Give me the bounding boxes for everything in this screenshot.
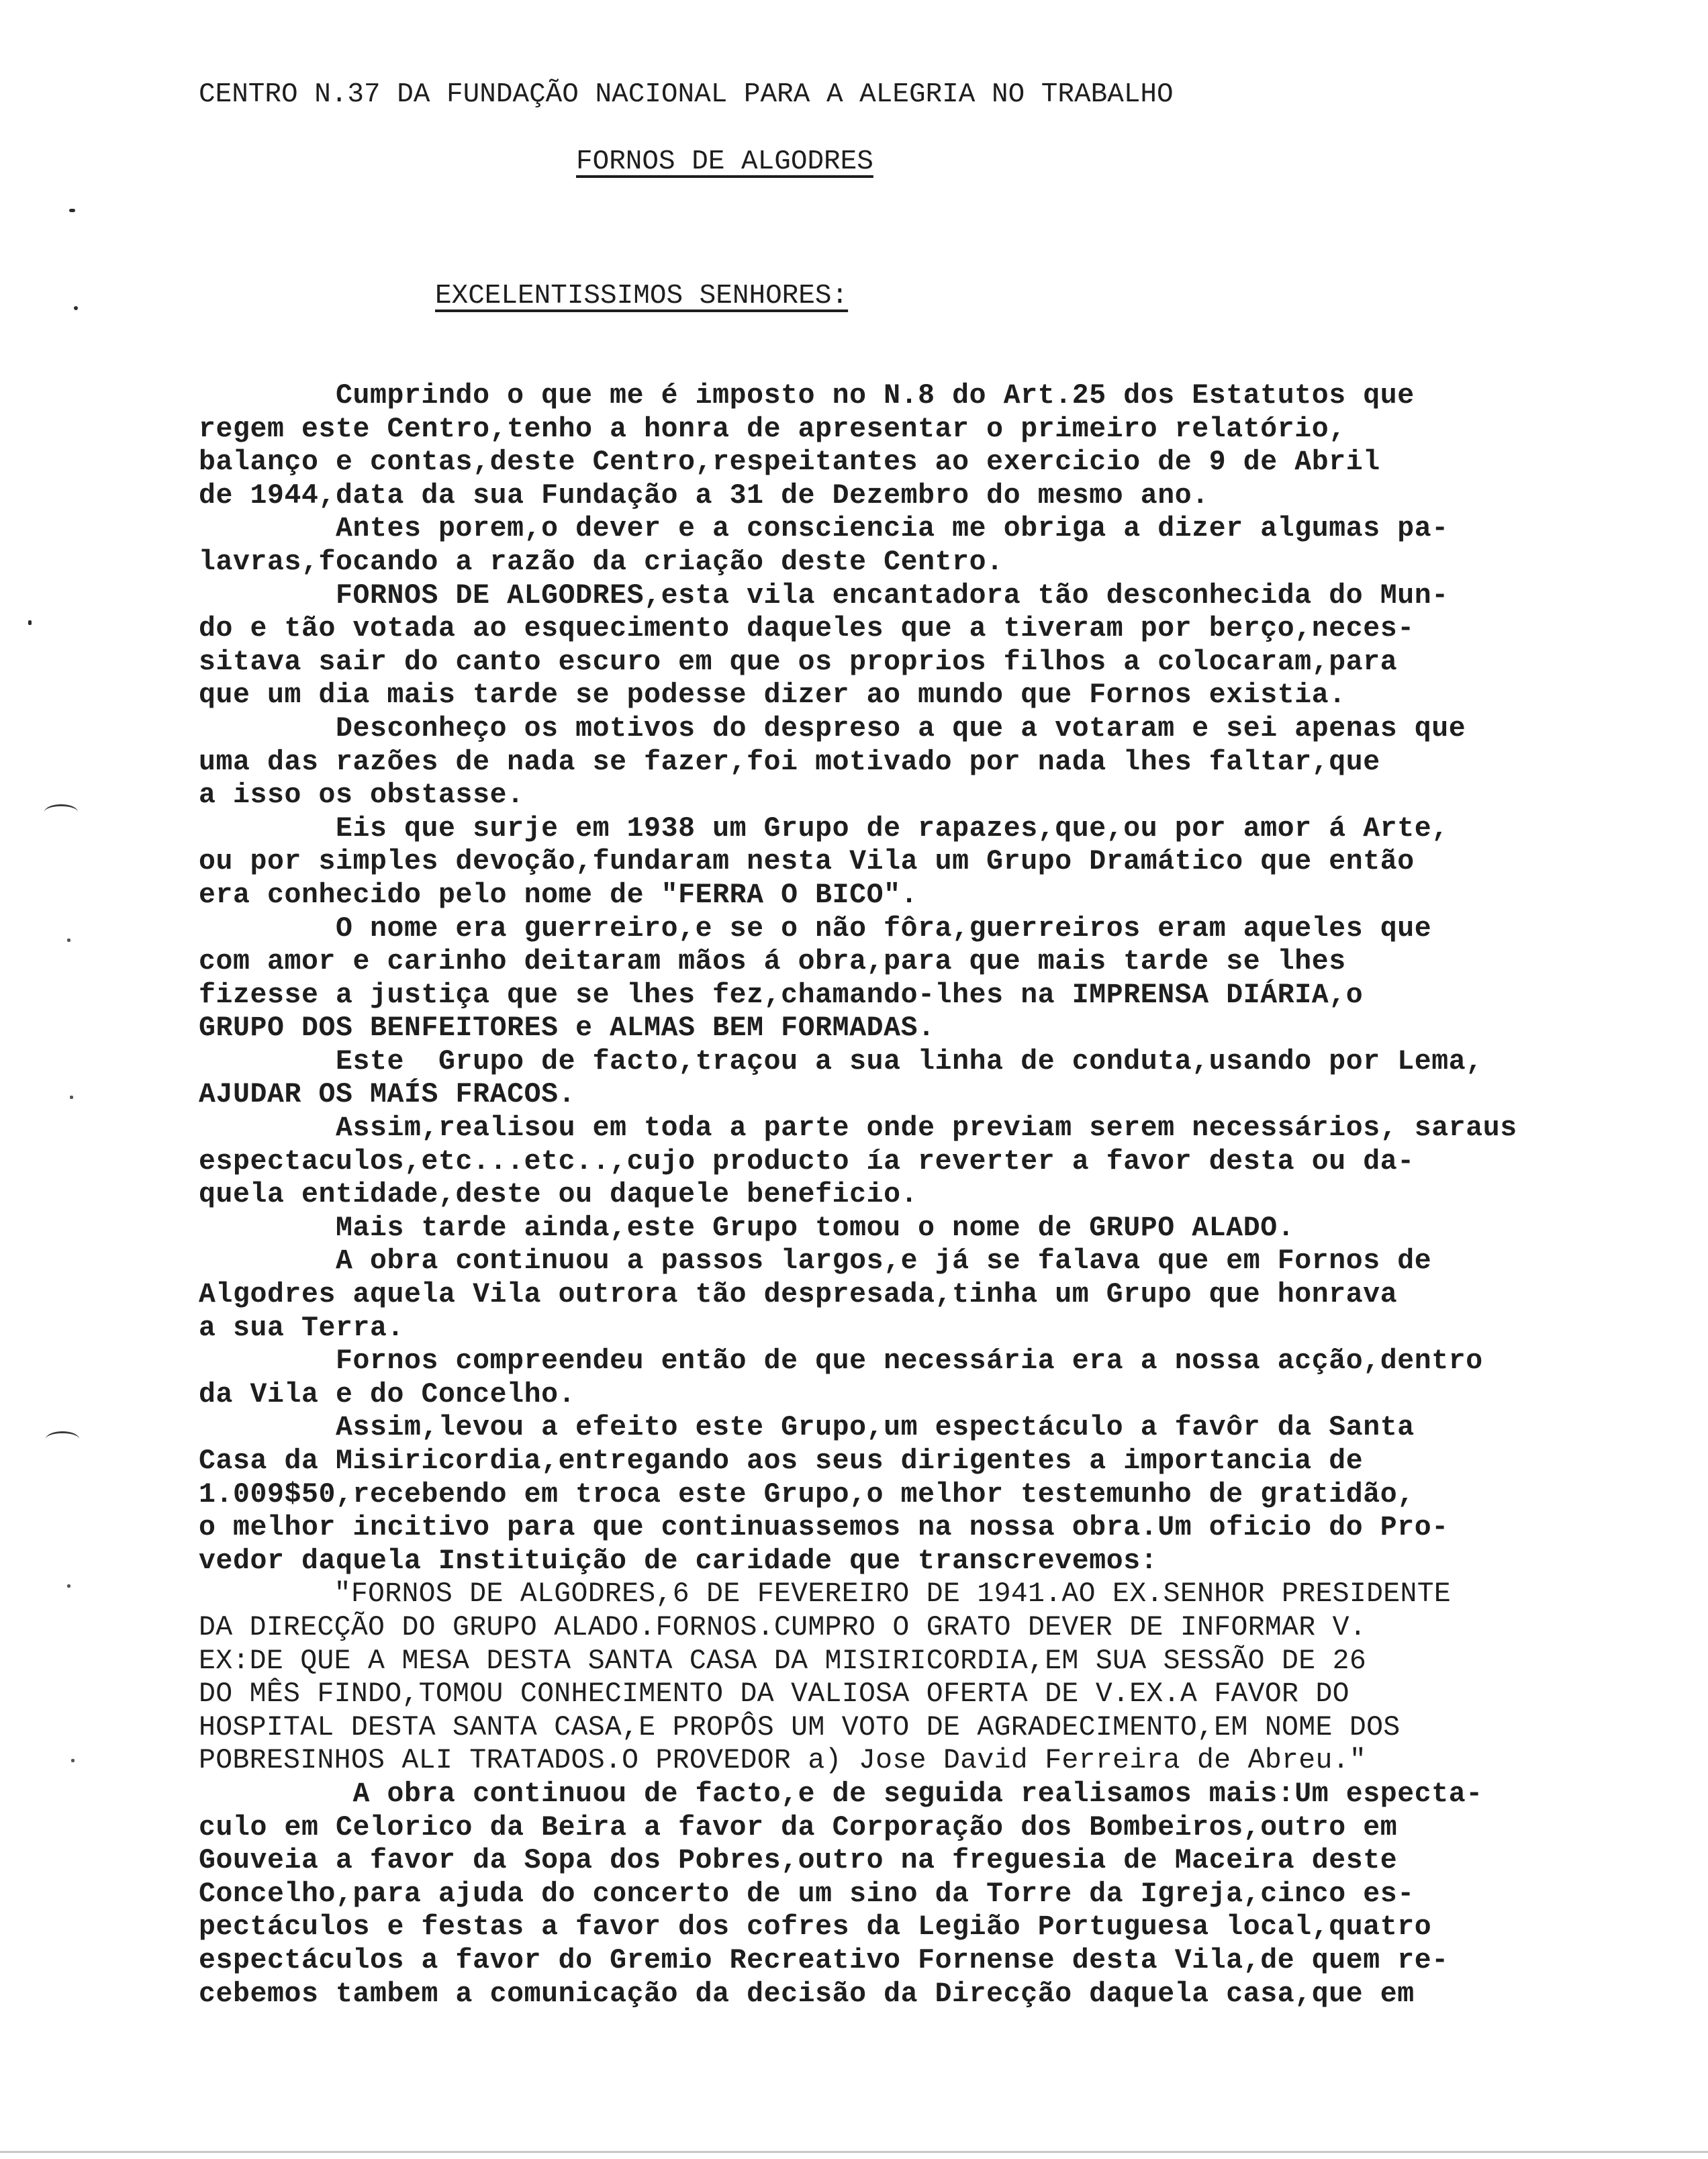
body-line: de 1944,data da sua Fundação a 31 de Dezembro do mesmo ano. [199, 479, 1209, 512]
body-line: FORNOS DE ALGODRES,esta vila encantadora tão desconhecida do Mun- [199, 579, 1449, 612]
body-line: era conhecido pelo nome de "FERRA O BICO". [199, 879, 918, 911]
quoted-letter-line: DA DIRECÇÃO DO GRUPO ALADO.FORNOS.CUMPRO O GRATO DEVER DE INFORMAR V. [199, 1611, 1367, 1643]
body-line: AJUDAR OS MAÍS FRACOS. [199, 1079, 576, 1111]
closing-line: espectáculos a favor do Gremio Recreativo Fornense desta Vila,de quem re- [199, 1944, 1449, 1976]
closing-line: Gouveia a favor da Sopa dos Pobres,outro na freguesia de Maceira deste [199, 1845, 1398, 1877]
body-line: Assim,levou a efeito este Grupo,um espectáculo a favôr da Santa [199, 1412, 1415, 1444]
body-line: fizesse a justiça que se lhes fez,chamando-lhes na IMPRENSA DIÁRIA,o [199, 979, 1364, 1011]
body-line: que um dia mais tarde se podesse dizer ao mundo que Fornos existia. [199, 679, 1346, 712]
margin-speck [67, 1584, 70, 1588]
margin-speck [71, 1759, 75, 1762]
closing-line: cebemos tambem a comunicação da decisão da Direcção daquela casa,que em [199, 1978, 1415, 2010]
body-line: Fornos compreendeu então de que necessária era a nossa acção,dentro [199, 1345, 1483, 1378]
body-line: lavras,focando a razão da criação deste Centro. [199, 546, 1004, 578]
closing-line: pectáculos e festas a favor dos cofres da Legião Portuguesa local,quatro [199, 1911, 1432, 1944]
body-line: Este Grupo de facto,traçou a sua linha de conduta,usando por Lema, [199, 1045, 1483, 1077]
body-line: quela entidade,deste ou daquele beneficio. [199, 1179, 918, 1211]
document-subtitle: FORNOS DE ALGODRES [576, 146, 873, 177]
margin-speck [67, 939, 70, 942]
body-line: com amor e carinho deitaram mãos á obra,para que mais tarde se lhes [199, 946, 1346, 978]
body-line: do e tão votada ao esquecimento daqueles que a tiveram por berço,neces- [199, 613, 1415, 645]
body-line: Antes porem,o dever e a consciencia me obriga a dizer algumas pa- [199, 513, 1449, 545]
body-line: GRUPO DOS BENFEITORES e ALMAS BEM FORMADAS. [199, 1012, 935, 1045]
quoted-letter-line: DO MÊS FINDO,TOMOU CONHECIMENTO DA VALIOSA OFERTA DE V.EX.A FAVOR DO [199, 1678, 1349, 1711]
body-line: a isso os obstasse. [199, 779, 524, 812]
ink-speck [74, 306, 78, 310]
page-bottom-edge [0, 2151, 1708, 2153]
body-line: da Vila e do Concelho. [199, 1378, 576, 1410]
body-line: O nome era guerreiro,e se o não fôra,guerreiros eram aqueles que [199, 912, 1432, 945]
body-line: Assim,realisou em toda a parte onde previam serem necessários, saraus [199, 1112, 1517, 1145]
body-line: A obra continuou a passos largos,e já se falava que em Fornos de [199, 1245, 1432, 1278]
body-line: a sua Terra. [199, 1312, 405, 1344]
body-line: 1.009$50,recebendo em troca este Grupo,o melhor testemunho de gratidão, [199, 1478, 1415, 1510]
body-line: uma das razões de nada se fazer,foi motivado por nada lhes faltar,que [199, 746, 1380, 778]
quoted-letter-line: EX:DE QUE A MESA DESTA SANTA CASA DA MISIRICORDIA,EM SUA SESSÃO DE 26 [199, 1645, 1367, 1677]
body-line: balanço e contas,deste Centro,respeitantes ao exercicio de 9 de Abril [199, 446, 1380, 479]
body-line: Cumprindo o que me é imposto no N.8 do Art.25 dos Estatutos que [199, 380, 1415, 412]
body-line: ou por simples devoção,fundaram nesta Vila um Grupo Dramático que então [199, 846, 1415, 878]
body-line: Desconheço os motivos do despreso a que a votaram e sei apenas que [199, 712, 1466, 745]
closing-line: A obra continuou de facto,e de seguida realisamos mais:Um especta- [199, 1778, 1483, 1810]
body-line: Casa da Misiricordia,entregando aos seus dirigentes a importancia de [199, 1445, 1364, 1477]
punch-hole-mark [44, 804, 78, 820]
quoted-letter-line: HOSPITAL DESTA SANTA CASA,E PROPÔS UM VOTO DE AGRADECIMENTO,EM NOME DOS [199, 1711, 1401, 1743]
document-title: CENTRO N.37 DA FUNDAÇÃO NACIONAL PARA A ALEGRIA NO TRABALHO [199, 79, 1174, 110]
punch-hole-mark [46, 1431, 79, 1447]
ink-speck [28, 620, 32, 625]
body-line: Eis que surje em 1938 um Grupo de rapazes,que,ou por amor á Arte, [199, 812, 1449, 845]
margin-speck [70, 1096, 73, 1099]
quoted-letter-line: POBRESINHOS ALI TRATADOS.O PROVEDOR a) Jose David Ferreira de Abreu." [199, 1745, 1367, 1777]
body-line: regem este Centro,tenho a honra de apresentar o primeiro relatório, [199, 413, 1346, 445]
ink-speck [69, 209, 75, 212]
quoted-letter-line: "FORNOS DE ALGODRES,6 DE FEVEREIRO DE 1941.AO EX.SENHOR PRESIDENTE [199, 1578, 1452, 1611]
body-line: o melhor incitivo para que continuassemos na nossa obra.Um oficio do Pro- [199, 1512, 1449, 1544]
body-line: Algodres aquela Vila outrora tão despresada,tinha um Grupo que honrava [199, 1279, 1398, 1311]
closing-line: Concelho,para ajuda do concerto de um sino da Torre da Igreja,cinco es- [199, 1878, 1415, 1910]
report-body [199, 379, 1662, 2011]
body-line: vedor daquela Instituição de caridade que transcrevemos: [199, 1545, 1158, 1577]
salutation: EXCELENTISSIMOS SENHORES: [435, 281, 849, 311]
closing-line: culo em Celorico da Beira a favor da Corporação dos Bombeiros,outro em [199, 1811, 1398, 1843]
body-line: espectaculos,etc...etc..,cujo producto ía reverter a favor desta ou da- [199, 1145, 1415, 1178]
body-line: sitava sair do canto escuro em que os proprios filhos a colocaram,para [199, 646, 1398, 678]
body-line: Mais tarde ainda,este Grupo tomou o nome de GRUPO ALADO. [199, 1212, 1295, 1244]
